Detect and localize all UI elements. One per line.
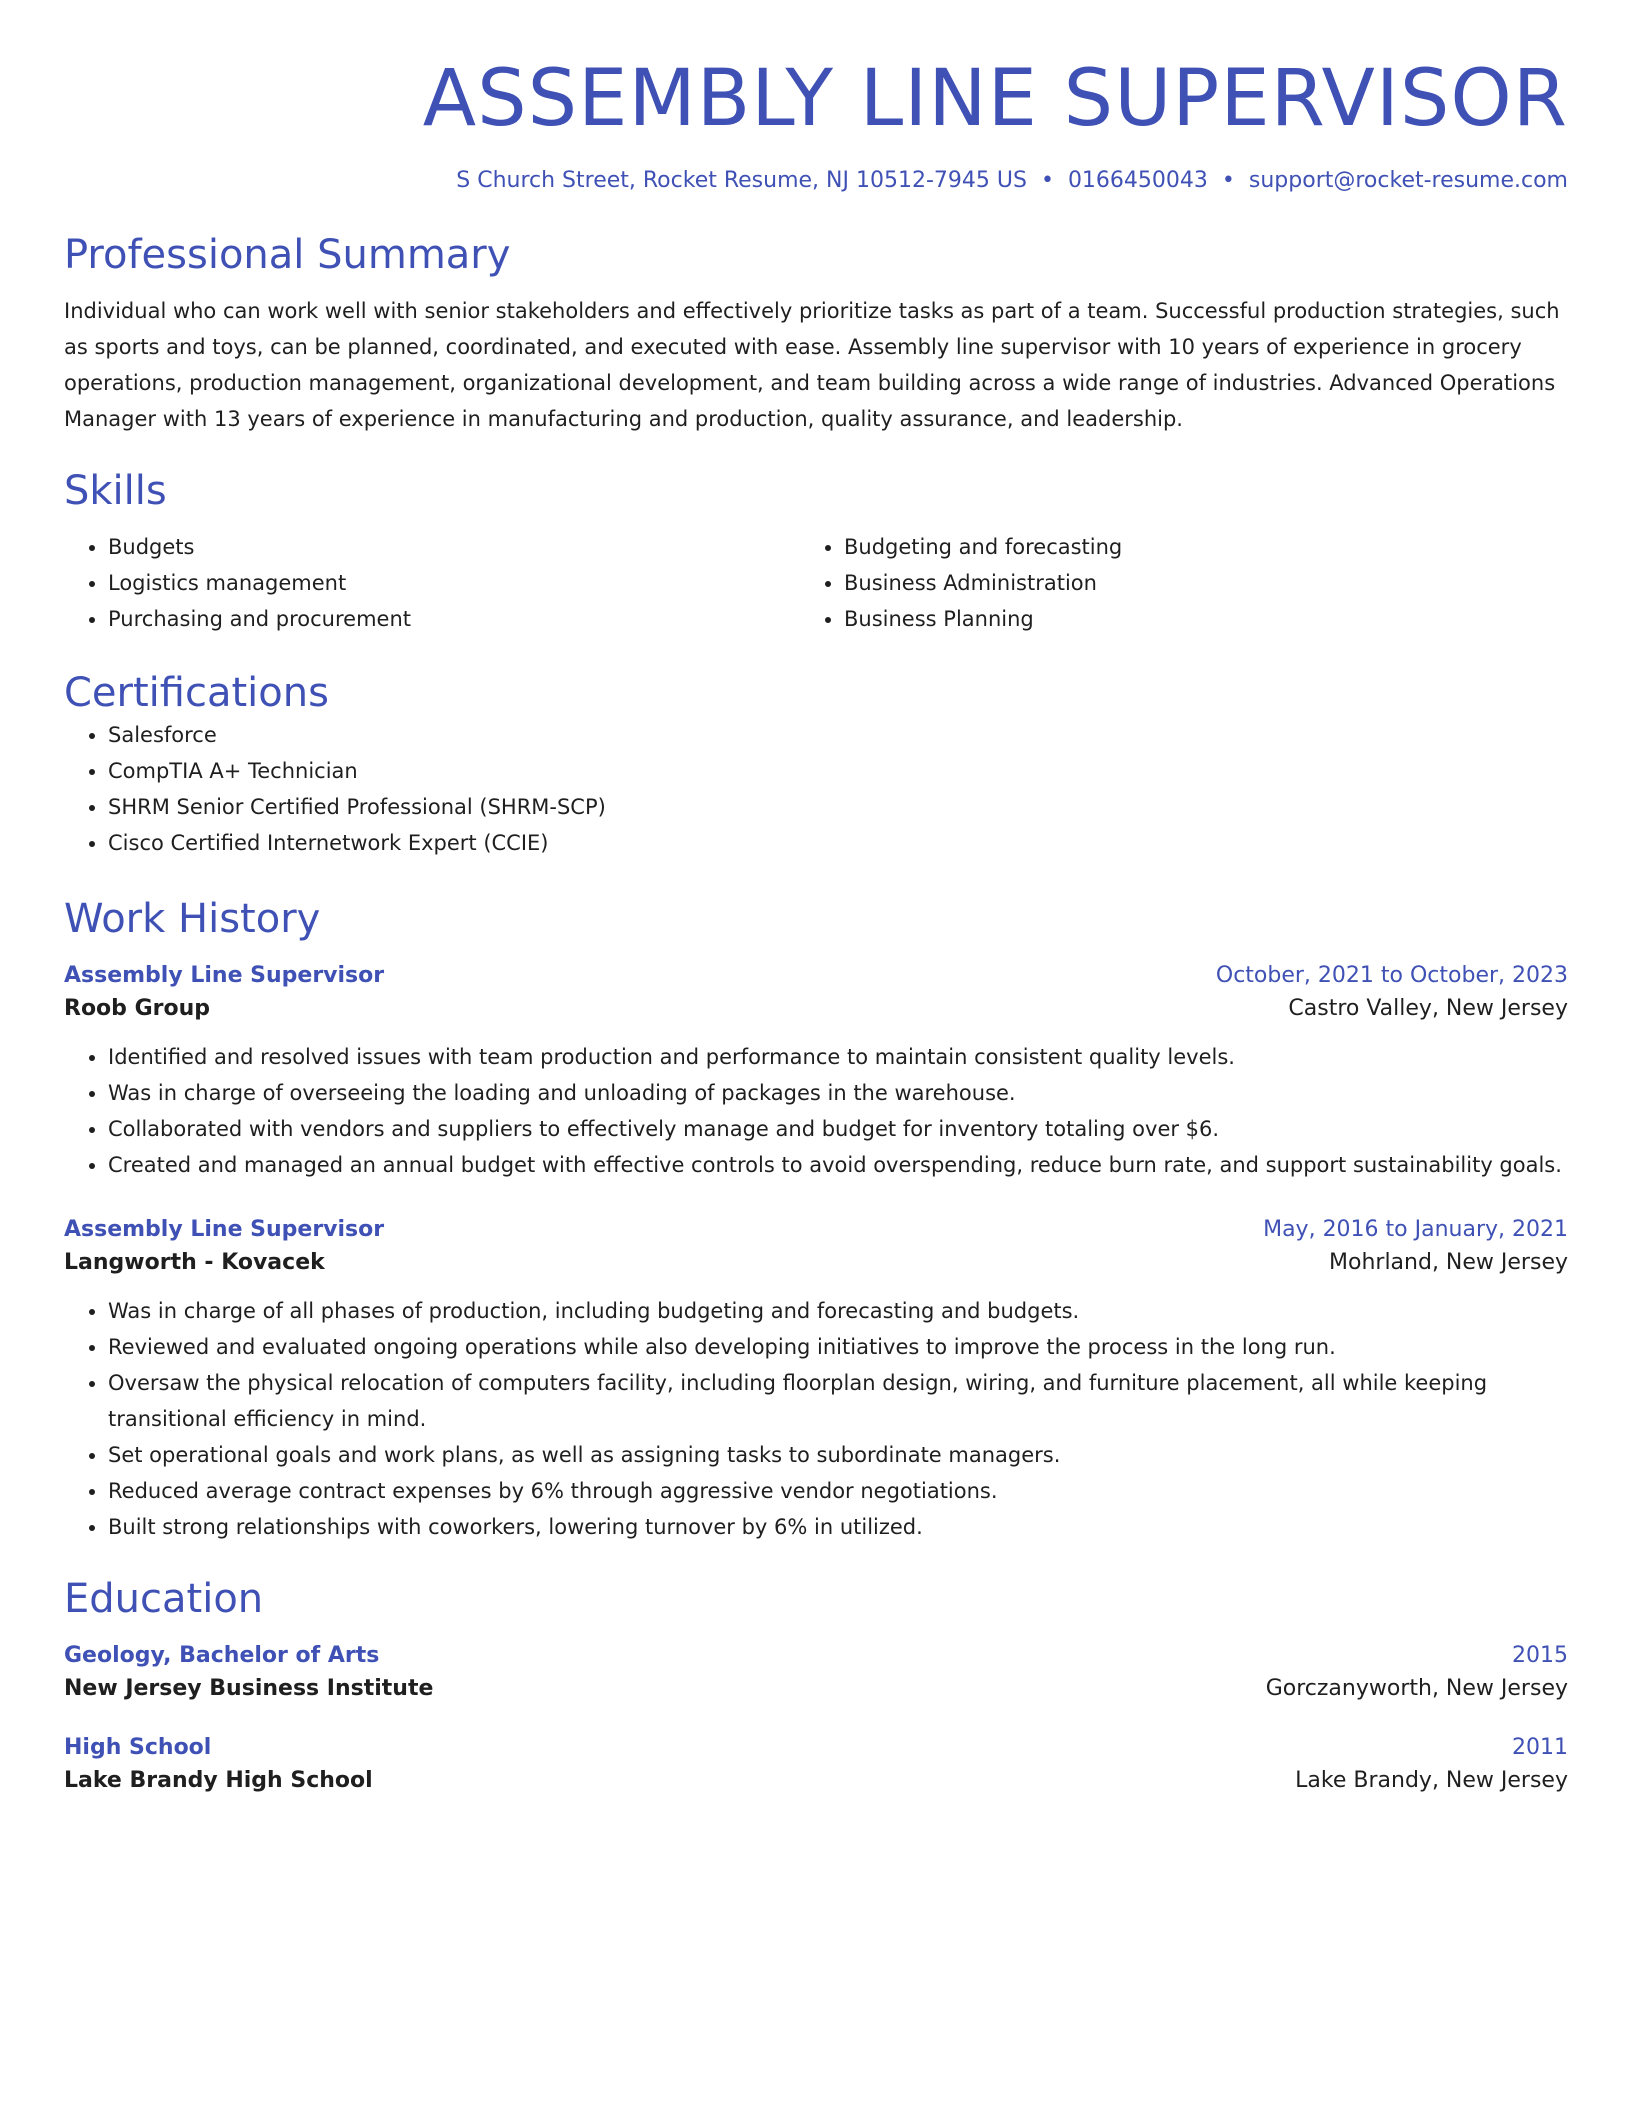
section-title: Certifications bbox=[64, 670, 329, 716]
job-bullet: • Built strong relationships with coworkers, lowering turnover by 6% in utilized. bbox=[108, 1509, 1568, 1545]
contact-separator: • bbox=[1040, 168, 1054, 193]
graduation-year: 2015 bbox=[1512, 1643, 1568, 1668]
job-bullet: • Identified and resolved issues with team production and performance to maintain consistent quality levels. bbox=[108, 1039, 1568, 1075]
certifications-section bbox=[64, 669, 1568, 861]
skill-item: • Business Planning bbox=[844, 601, 1536, 637]
summary-text: Individual who can work well with senior stakeholders and effectively prioritize tasks as part of a team. Successful production strategies, such as sports and toys, can be planned, coordinated, and executed with ease. Assembly line supervisor with 10 years of experience in grocery operations, production management, organizational development, and team building across a wide range of industries. Advanced Operations Manager with 13 years of experience in manufacturing and production, quality assurance, and leadership. bbox=[64, 299, 1560, 431]
job-bullets bbox=[64, 1039, 1568, 1183]
skills-grid bbox=[64, 529, 1568, 637]
work-entry-subheader bbox=[64, 1250, 1568, 1275]
job-dates: May, 2016 to January, 2021 bbox=[1263, 1217, 1568, 1242]
section-title: Work History bbox=[64, 896, 321, 942]
section-title: Education bbox=[64, 1576, 264, 1622]
certification-item: • Salesforce bbox=[108, 717, 1568, 753]
company-name: Langworth - Kovacek bbox=[64, 1250, 325, 1275]
job-bullet: • Oversaw the physical relocation of computers facility, including floorplan design, wiring, and furniture placement, all while keeping transitional efficiency in mind. bbox=[108, 1365, 1568, 1437]
skill-item: • Logistics management bbox=[108, 565, 800, 601]
school-location: Lake Brandy, New Jersey bbox=[1295, 1768, 1568, 1793]
job-bullet: • Reduced average contract expenses by 6% through aggressive vendor negotiations. bbox=[108, 1473, 1568, 1509]
job-location: Mohrland, New Jersey bbox=[1329, 1250, 1568, 1275]
contact-phone: 0166450043 bbox=[1067, 168, 1208, 193]
skill-item: • Budgeting and forecasting bbox=[844, 529, 1536, 565]
education-section bbox=[64, 1575, 1568, 1793]
education-entry bbox=[64, 1643, 1568, 1701]
skill-item: • Business Administration bbox=[844, 565, 1536, 601]
degree-name: Geology, Bachelor of Arts bbox=[64, 1643, 380, 1668]
education-entry bbox=[64, 1735, 1568, 1793]
education-entry-header bbox=[64, 1643, 1568, 1668]
school-location: Gorczanyworth, New Jersey bbox=[1265, 1676, 1568, 1701]
education-entry-header bbox=[64, 1735, 1568, 1760]
contact-address: S Church Street, Rocket Resume, NJ 10512-7945 US bbox=[456, 168, 1027, 193]
certification-list bbox=[64, 717, 1568, 861]
graduation-year: 2011 bbox=[1512, 1735, 1568, 1760]
school-name: Lake Brandy High School bbox=[64, 1768, 373, 1793]
education-entry-subheader bbox=[64, 1676, 1568, 1701]
education-entry-subheader bbox=[64, 1768, 1568, 1793]
contact-separator: • bbox=[1221, 168, 1235, 193]
school-name: New Jersey Business Institute bbox=[64, 1676, 434, 1701]
certification-item: • CompTIA A+ Technician bbox=[108, 753, 1568, 789]
job-bullet: • Was in charge of overseeing the loading and unloading of packages in the warehouse. bbox=[108, 1075, 1568, 1111]
contact-email[interactable]: support@rocket-resume.com bbox=[1248, 168, 1568, 193]
work-history-section bbox=[64, 895, 1568, 1545]
work-entry-header bbox=[64, 963, 1568, 988]
section-title: Professional Summary bbox=[64, 232, 511, 278]
skill-item: • Purchasing and procurement bbox=[108, 601, 800, 637]
job-location: Castro Valley, New Jersey bbox=[1288, 996, 1568, 1021]
section-title: Skills bbox=[64, 468, 167, 514]
resume-name: ASSEMBLY LINE SUPERVISOR bbox=[422, 54, 1568, 144]
certification-item: • SHRM Senior Certified Professional (SHRM-SCP) bbox=[108, 789, 1568, 825]
work-entry bbox=[64, 1217, 1568, 1545]
work-entry-header bbox=[64, 1217, 1568, 1242]
job-dates: October, 2021 to October, 2023 bbox=[1215, 963, 1568, 988]
contact-line bbox=[64, 168, 1568, 193]
certification-item: • Cisco Certified Internetwork Expert (CCIE) bbox=[108, 825, 1568, 861]
work-entry bbox=[64, 963, 1568, 1183]
job-bullet: • Was in charge of all phases of production, including budgeting and forecasting and budgets. bbox=[108, 1293, 1568, 1329]
job-bullet: • Created and managed an annual budget with effective controls to avoid overspending, reduce burn rate, and support sustainability goals. bbox=[108, 1147, 1568, 1183]
work-entry-subheader bbox=[64, 996, 1568, 1021]
skills-section bbox=[64, 467, 1568, 637]
job-bullets bbox=[64, 1293, 1568, 1545]
job-bullet: • Collaborated with vendors and suppliers to effectively manage and budget for inventory totaling over $6. bbox=[108, 1111, 1568, 1147]
skills-column-left bbox=[64, 529, 800, 637]
job-title: Assembly Line Supervisor bbox=[64, 1217, 385, 1242]
skill-item: • Budgets bbox=[108, 529, 800, 565]
degree-name: High School bbox=[64, 1735, 212, 1760]
company-name: Roob Group bbox=[64, 996, 211, 1021]
professional-summary-section bbox=[64, 231, 1568, 437]
job-bullet: • Set operational goals and work plans, as well as assigning tasks to subordinate managers. bbox=[108, 1437, 1568, 1473]
skills-column-right bbox=[800, 529, 1536, 637]
job-bullet: • Reviewed and evaluated ongoing operations while also developing initiatives to improve the process in the long run. bbox=[108, 1329, 1568, 1365]
job-title: Assembly Line Supervisor bbox=[64, 963, 385, 988]
